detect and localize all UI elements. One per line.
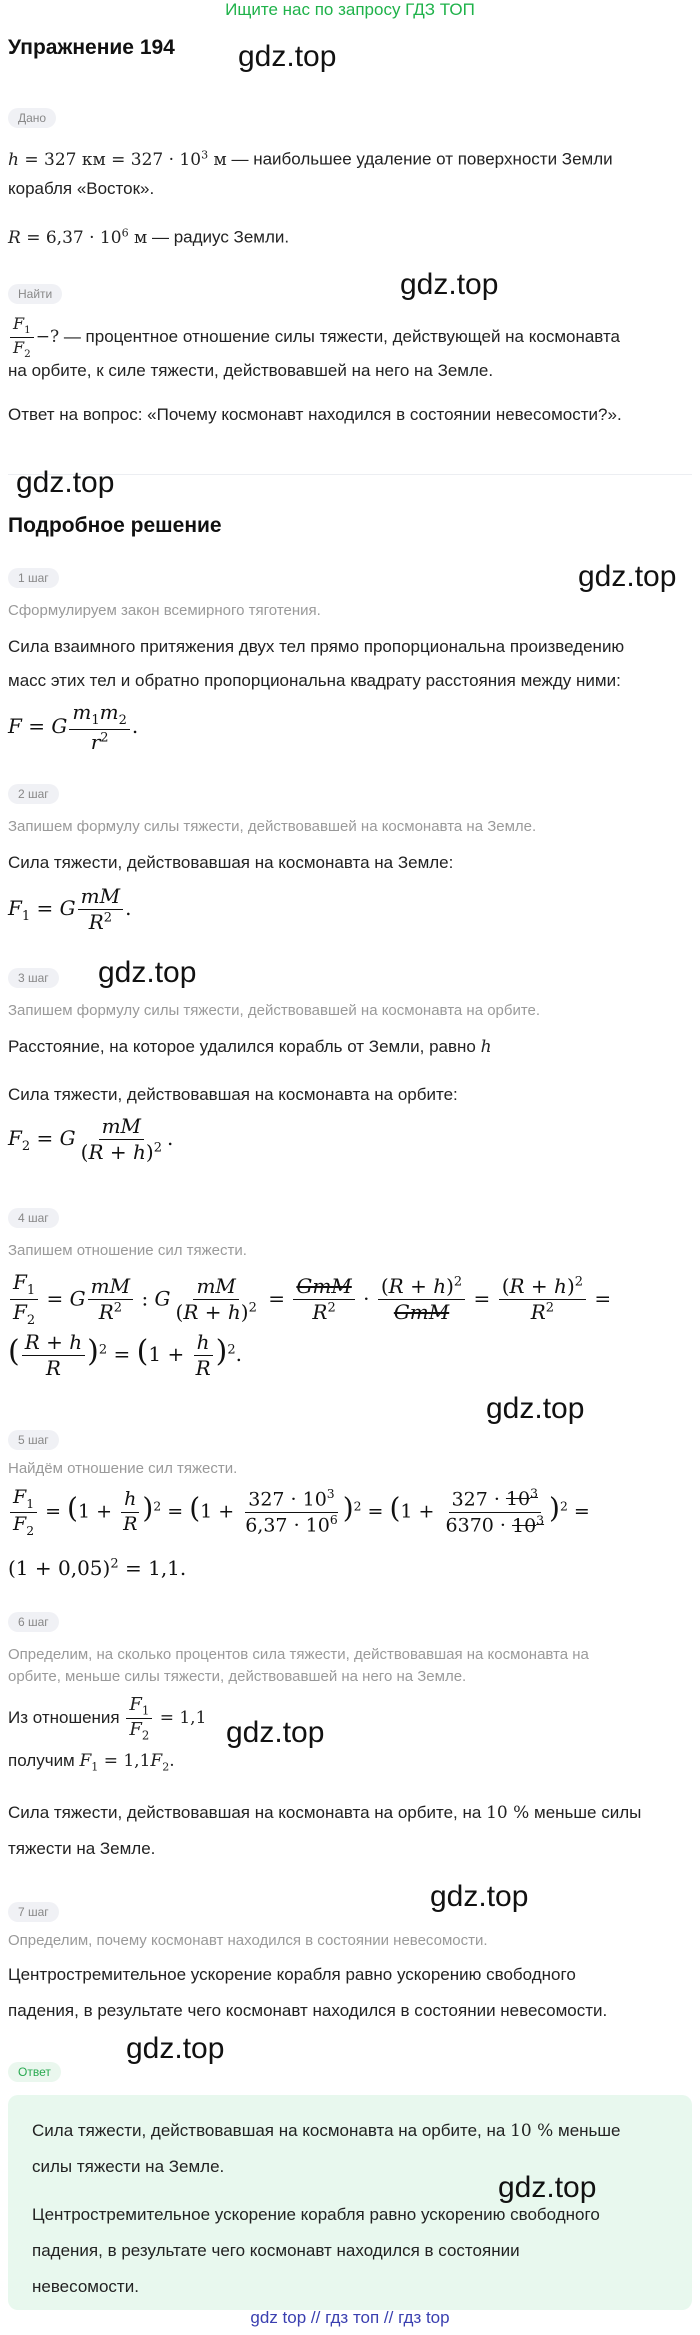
- step-6-text-from: Из отношения $\frac{F_1}{F_2}$ = 1,1: [8, 1694, 207, 1743]
- step-1-tag: 1 шаг: [8, 568, 59, 588]
- step-4-hint: Запишем отношение сил тяжести.: [8, 1242, 247, 1259]
- step-5-tag: 5 шаг: [8, 1430, 59, 1450]
- answer-line-4: падения, в результате чего космонавт находился в состоянии: [32, 2241, 520, 2260]
- answer-line-3: Центростремительное ускорение корабля равно ускорению свободного: [32, 2205, 600, 2224]
- find-line-2: Ответ на вопрос: «Почему космонавт находился в состоянии невесомости?».: [8, 405, 622, 424]
- watermark: gdz.top: [430, 1880, 529, 1913]
- given-line-1b: корабля «Восток».: [8, 179, 155, 198]
- exercise-title: Упражнение 194: [8, 36, 175, 59]
- step-6-hint-1: Определим, на сколько процентов сила тяжести, действовавшая на космонавта на: [8, 1646, 589, 1663]
- step-4-formula-2: ( $\frac{R + h}{R}$ )$^2$ = (1 + $\frac{h}{R}$ )$^2$.: [8, 1330, 242, 1380]
- answer-line-5: невесомости.: [32, 2277, 139, 2296]
- step-3-tag: 3 шаг: [8, 968, 59, 988]
- step-5-formula-1: $\frac{F_1}{F_2}$ = (1 + $\frac{h}{R}$ )$^2$ = (1 + $\frac{327 \cdot 10^3}{6,37 \cdot 10^6}$ )$^2$ = (1 + $\frac{327 \cdot 10^3}{6370 \cdot 10^3}$ )$^2$ =: [8, 1486, 590, 1539]
- given-tag: Дано: [8, 108, 56, 128]
- given-line-2: $R = 6,37 \cdot 10^6$ м — радиус Земли.: [8, 226, 290, 248]
- step-3-hint: Запишем формулу силы тяжести, действовавшей на космонавта на орбите.: [8, 1002, 541, 1019]
- watermark: gdz.top: [126, 2032, 225, 2065]
- search-banner[interactable]: Ищите нас по запросу ГДЗ ТОП: [225, 0, 475, 19]
- watermark: gdz.top: [498, 2171, 597, 2204]
- step-1-formula: F = G $\frac{m_1m_2}{r^2}$ .: [8, 700, 139, 755]
- answer-tag: Ответ: [8, 2062, 61, 2082]
- step-6-text-get: получим $F_1 = 1,1F_2$.: [8, 1751, 175, 1774]
- step-3-text-1: Расстояние, на которое удалился корабль от Земли, равно h: [8, 1037, 492, 1057]
- step-5-hint: Найдём отношение сил тяжести.: [8, 1460, 238, 1477]
- given-line-1: h = 327 км = $327 \cdot 10^3$ м — наибольшее удаление от поверхности Земли: [8, 148, 613, 170]
- step-2-formula: $F_1 = G$ $\frac{mM}{R^2}$ .: [8, 884, 132, 934]
- find-line-1: $\frac{F_1}{F_2}$ −? — процентное отношение силы тяжести, действующей на космонавта: [8, 314, 688, 361]
- solution-title: Подробное решение: [8, 514, 222, 537]
- step-7-text-2: падения, в результате чего космонавт находился в состоянии невесомости.: [8, 2001, 608, 2020]
- find-tag: Найти: [8, 284, 62, 304]
- watermark: gdz.top: [578, 560, 677, 593]
- step-3-text-2: Сила тяжести, действовавшая на космонавта на орбите:: [8, 1085, 458, 1104]
- step-5-formula-2: $(1 + 0,05)^2 = 1,1$.: [8, 1556, 187, 1580]
- step-4-tag: 4 шаг: [8, 1208, 59, 1228]
- step-7-tag: 7 шаг: [8, 1902, 59, 1922]
- watermark: gdz.top: [400, 268, 499, 301]
- watermark: gdz.top: [238, 40, 337, 73]
- watermark: gdz.top: [16, 466, 115, 499]
- step-6-tag: 6 шаг: [8, 1612, 59, 1632]
- step-1-hint: Сформулируем закон всемирного тяготения.: [8, 602, 321, 619]
- answer-line-1: Сила тяжести, действовавшая на космонавта на орбите, на 10 % меньше: [32, 2121, 621, 2141]
- find-line-1b: на орбите, к силе тяжести, действовавшей на него на Земле.: [8, 361, 494, 380]
- step-6-hint-2: орбите, меньше силы тяжести, действовавшей на него на Земле.: [8, 1668, 467, 1685]
- step-1-text-1: Сила взаимного притяжения двух тел прямо пропорциональна произведению: [8, 637, 625, 656]
- step-7-hint: Определим, почему космонавт находился в состоянии невесомости.: [8, 1932, 488, 1949]
- step-2-text-1: Сила тяжести, действовавшая на космонавта на Земле:: [8, 853, 454, 872]
- watermark: gdz.top: [486, 1392, 585, 1425]
- step-6-text-4: тяжести на Земле.: [8, 1839, 156, 1858]
- answer-box: [8, 2095, 692, 2310]
- step-7-text-1: Центростремительное ускорение корабля равно ускорению свободного: [8, 1965, 576, 1984]
- answer-line-2: силы тяжести на Земле.: [32, 2157, 225, 2176]
- watermark: gdz.top: [98, 956, 197, 989]
- step-6-text-3: Сила тяжести, действовавшая на космонавта на орбите, на 10 % меньше силы: [8, 1803, 642, 1823]
- step-2-tag: 2 шаг: [8, 784, 59, 804]
- step-3-formula: $F_2 = G$ $\frac{mM}{(R + h)^2}$ .: [8, 1114, 174, 1164]
- step-4-formula-1: $\frac{F_1}{F_2}$ = G $\frac{mM}{R^2}$ : G $\frac{mM}{(R + h)^2}$ = $\frac{\text{GmM}}{R^2}$ · $\frac{(R + h)^2}{\text{GmM}}$ = $\frac{(R + h)^2}{R^2}$ =: [8, 1270, 611, 1330]
- watermark: gdz.top: [226, 1716, 325, 1749]
- step-2-hint: Запишем формулу силы тяжести, действовавшей на космонавта на Земле.: [8, 818, 537, 835]
- step-1-text-2: масс этих тел и обратно пропорциональна квадрату расстояния между ними:: [8, 671, 621, 690]
- footer-links[interactable]: gdz top // гдз топ // гдз top: [250, 2308, 450, 2327]
